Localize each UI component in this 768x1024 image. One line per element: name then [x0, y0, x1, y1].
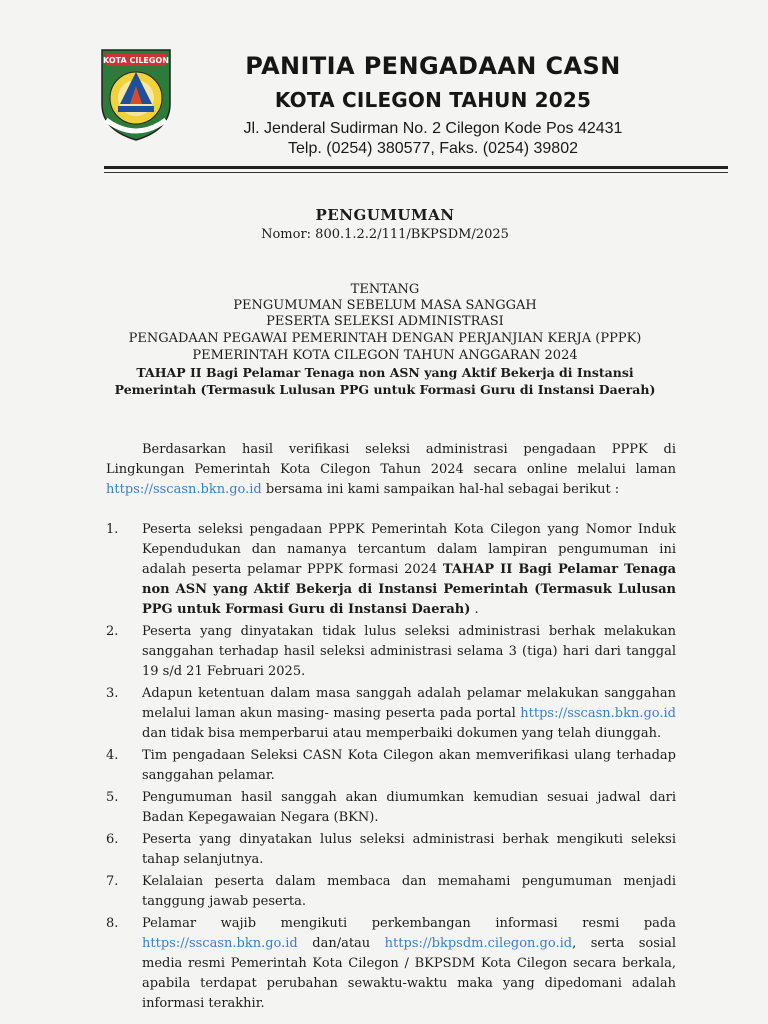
letterhead-rule-thin [104, 172, 728, 173]
about-line-2: PESERTA SELEKSI ADMINISTRASI [266, 314, 504, 329]
item-text: Peserta yang dinyatakan lulus seleksi administrasi berhak mengikuti seleksi tahap selanjutnya. [142, 832, 676, 867]
sscasn-link[interactable]: https://sscasn.bkn.go.id [106, 482, 262, 497]
list-item [106, 684, 676, 744]
item-text: Peserta seleksi pengadaan PPPK Pemerintah Kota Cilegon yang Nomor Induk Kependudukan dan namanya tercantum dalam lampiran pengumuman ini adalah peserta pelamar PPPK formasi 2024 [142, 522, 676, 577]
list-item [106, 746, 676, 786]
item-bold-text: TAHAP II Bagi Pelamar Tenaga non ASN yang Aktif Bekerja di Instansi Pemerintah (Termasuk Lulusan PPG untuk Formasi Guru di Instansi Daerah) [142, 562, 676, 617]
item-text-end: . [470, 602, 479, 617]
sscasn-link[interactable]: https://sscasn.bkn.go.id [142, 936, 298, 951]
item-number: 7. [106, 874, 119, 889]
about-bold-line-2: Pemerintah (Termasuk Lulusan PPG untuk Formasi Guru di Instansi Daerah) [114, 382, 656, 397]
item-number: 1. [106, 522, 119, 537]
item-text-mid: dan/atau [297, 936, 385, 951]
intro-paragraph [106, 440, 676, 500]
item-text: Pelamar wajib mengikuti perkembangan informasi resmi pada [142, 916, 676, 931]
item-text: Peserta yang dinyatakan tidak lulus seleksi administrasi berhak melakukan sanggahan terhadap hasil seleksi administrasi selama 3 (tiga) hari dari tanggal 19 s/d 21 Februari 2025. [142, 624, 676, 679]
bkpsdm-link[interactable]: https://bkpsdm.cilegon.go.id [384, 936, 573, 951]
provisions-list [106, 520, 676, 1016]
list-item [106, 622, 676, 682]
item-number: 6. [106, 832, 119, 847]
list-item [106, 788, 676, 828]
about-line-1: PENGUMUMAN SEBELUM MASA SANGGAH [233, 298, 537, 313]
about-line-3: PENGADAAN PEGAWAI PEMERINTAH DENGAN PERJANJIAN KERJA (PPPK) [128, 331, 642, 346]
item-text: Pengumuman hasil sanggah akan diumumkan kemudian sesuai jadwal dari Badan Kepegawaian Negara (BKN). [142, 790, 676, 825]
about-bold-line-1: TAHAP II Bagi Pelamar Tenaga non ASN yang Aktif Bekerja di Instansi [136, 365, 634, 380]
letterhead-rule-thick [104, 166, 728, 169]
kota-cilegon-emblem-icon [96, 46, 176, 142]
announcement-number: Nomor: 800.1.2.2/111/BKPSDM/2025 [261, 227, 509, 242]
announcement-title: PENGUMUMAN [315, 206, 455, 224]
item-text-end: dan tidak bisa memperbarui atau memperbaiki dokumen yang telah diunggah. [142, 726, 662, 741]
list-item [106, 872, 676, 912]
letterhead-address: Jl. Jenderal Sudirman No. 2 Cilegon Kode Pos 42431 [243, 120, 623, 137]
item-text: Tim pengadaan Seleksi CASN Kota Cilegon akan memverifikasi ulang terhadap sanggahan pelamar. [142, 748, 676, 783]
intro-text-after: bersama ini kami sampaikan hal-hal sebagai berikut : [261, 482, 620, 497]
about-label: TENTANG [350, 282, 420, 297]
item-number: 8. [106, 916, 119, 931]
item-number: 4. [106, 748, 119, 763]
list-item [106, 914, 676, 1014]
about-line-4: PEMERINTAH KOTA CILEGON TAHUN ANGGARAN 2024 [192, 348, 578, 363]
sscasn-link[interactable]: https://sscasn.bkn.go.id [520, 706, 676, 721]
letterhead-title: PANITIA PENGADAAN CASN [245, 52, 621, 80]
list-item [106, 520, 676, 620]
item-number: 2. [106, 624, 119, 639]
item-text: Adapun ketentuan dalam masa sanggah adalah pelamar melakukan sanggahan melalui laman akun masing- masing peserta pada portal [142, 686, 676, 721]
list-item [106, 830, 676, 870]
letterhead-subtitle: KOTA CILEGON TAHUN 2025 [274, 88, 592, 112]
item-number: 3. [106, 686, 119, 701]
item-number: 5. [106, 790, 119, 805]
item-text: Kelalaian peserta dalam membaca dan memahami pengumuman menjadi tanggung jawab peserta. [142, 874, 676, 909]
letterhead-contact: Telp. (0254) 380577, Faks. (0254) 39802 [288, 140, 578, 157]
intro-text-before: Berdasarkan hasil verifikasi seleksi administrasi pengadaan PPPK di Lingkungan Pemerintah Kota Cilegon Tahun 2024 secara online melalui laman [106, 442, 676, 477]
logo-text: KOTA CILEGON [103, 56, 169, 65]
item-text-end: , serta sosial media resmi Pemerintah Kota Cilegon / BKPSDM Kota Cilegon secara berkala, apabila terdapat perubahan sewaktu-waktu maka yang dipedomani adalah informasi terakhir. [142, 936, 676, 1011]
